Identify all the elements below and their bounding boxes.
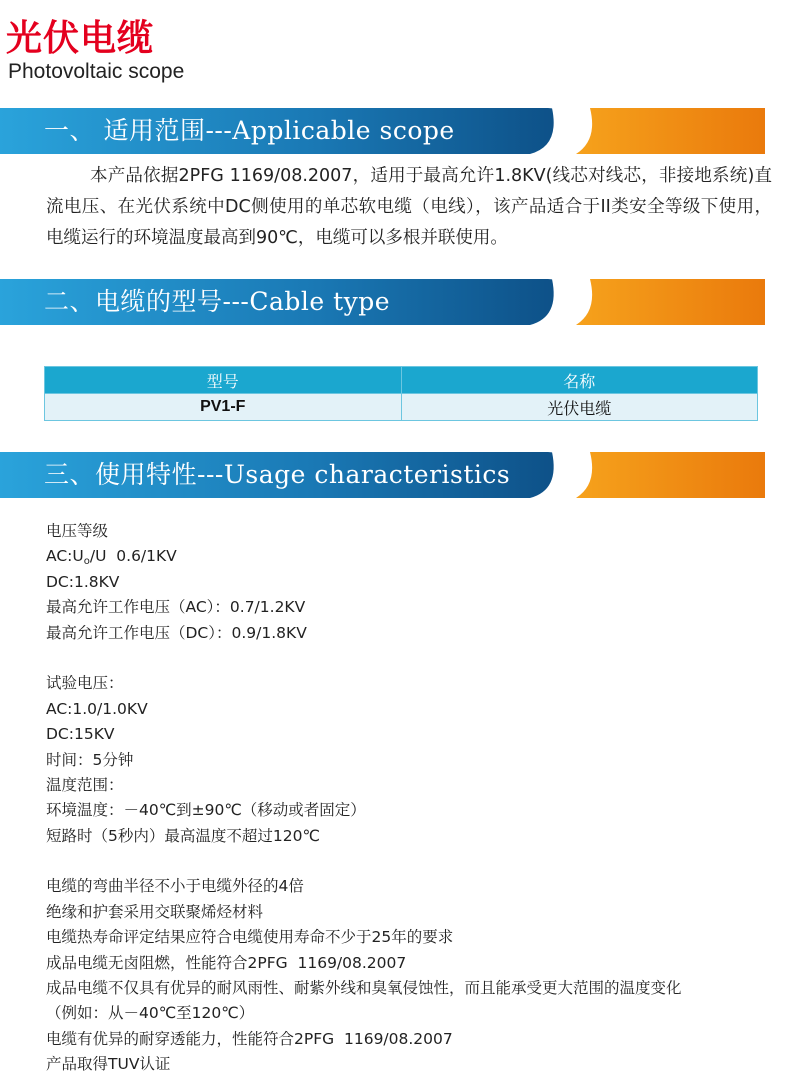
- test-dc: DC:15KV: [46, 725, 115, 744]
- ac-voltage-suffix: /U 0.6/1KV: [89, 547, 177, 566]
- spacer: [46, 849, 786, 874]
- header-model: 型号: [45, 367, 402, 394]
- test-voltage-label: 试验电压：: [46, 674, 124, 693]
- test-ac: AC:1.0/1.0KV: [46, 699, 148, 718]
- halogen-free: 成品电缆无卤阻燃，性能符合2PFG 1169/08.2007: [46, 953, 407, 972]
- table-row: [45, 394, 758, 421]
- section-banner-applicable-scope: [0, 106, 800, 156]
- section-title: 二、电缆的型号---Cable type: [44, 287, 391, 316]
- insulation-material: 绝缘和护套采用交联聚烯烃材料: [46, 902, 264, 921]
- cable-type-table: [44, 366, 758, 421]
- voltage-label: 电压等级: [46, 522, 109, 540]
- test-time: 时间：5分钟: [46, 750, 134, 769]
- section-title: 三、使用特性---Usage characteristics: [44, 460, 511, 489]
- short-circuit-temperature: 短路时（5秒内）最高温度不超过120℃: [46, 826, 320, 845]
- cell-name: 光伏电缆: [401, 394, 758, 421]
- applicable-scope-text: 本产品依据2PFG 1169/08.2007，适用于最高允许1.8KV(线芯对线芯，非接地系统)直流电压、在光伏系统中DC侧使用的单芯软电缆（电线），该产品适合于II类安全等级下使用，电缆运行的环境温度最高到90℃，电缆可以多根并联使用。: [46, 166, 772, 248]
- section-banner-cable-type: [0, 277, 800, 327]
- spacer: [46, 646, 786, 671]
- table-header-row: [45, 367, 758, 394]
- ac-voltage-line: [46, 544, 786, 569]
- bend-radius: 电缆的弯曲半径不小于电缆外径的4倍: [46, 877, 304, 896]
- thermal-life: 电缆热寿命评定结果应符合电缆使用寿命不少于25年的要求: [46, 928, 454, 947]
- cell-model: PV1-F: [45, 394, 402, 421]
- section-title: 一、 适用范围---Applicable scope: [44, 116, 455, 145]
- usage-characteristics: [46, 519, 786, 1078]
- max-ac-voltage: 最高允许工作电压（AC）：0.7/1.2KV: [46, 598, 306, 617]
- temperature-label: 温度范围：: [46, 775, 124, 794]
- dc-voltage: DC:1.8KV: [46, 572, 120, 591]
- header-name: 名称: [401, 367, 758, 394]
- temperature-example: （例如：从－40℃至120℃）: [46, 1004, 255, 1023]
- section-banner-usage-characteristics: [0, 450, 800, 500]
- page-subtitle: Photovoltaic scope: [8, 60, 185, 83]
- page-title: 光伏电缆: [6, 18, 155, 59]
- weather-resistance: 成品电缆不仅具有优异的耐风雨性、耐紫外线和臭氧侵蚀性，而且能承受更大范围的温度变化: [46, 979, 682, 998]
- ac-voltage-prefix: AC:U: [46, 547, 84, 566]
- penetration-resistance: 电缆有优异的耐穿透能力，性能符合2PFG 1169/08.2007: [46, 1029, 453, 1048]
- ambient-temperature: 环境温度：－40℃到±90℃（移动或者固定）: [46, 801, 366, 820]
- ac-voltage-subscript: o: [83, 556, 90, 568]
- tuv-certification: 产品取得TUV认证: [46, 1055, 171, 1074]
- max-dc-voltage: 最高允许工作电压（DC）：0.9/1.8KV: [46, 623, 307, 642]
